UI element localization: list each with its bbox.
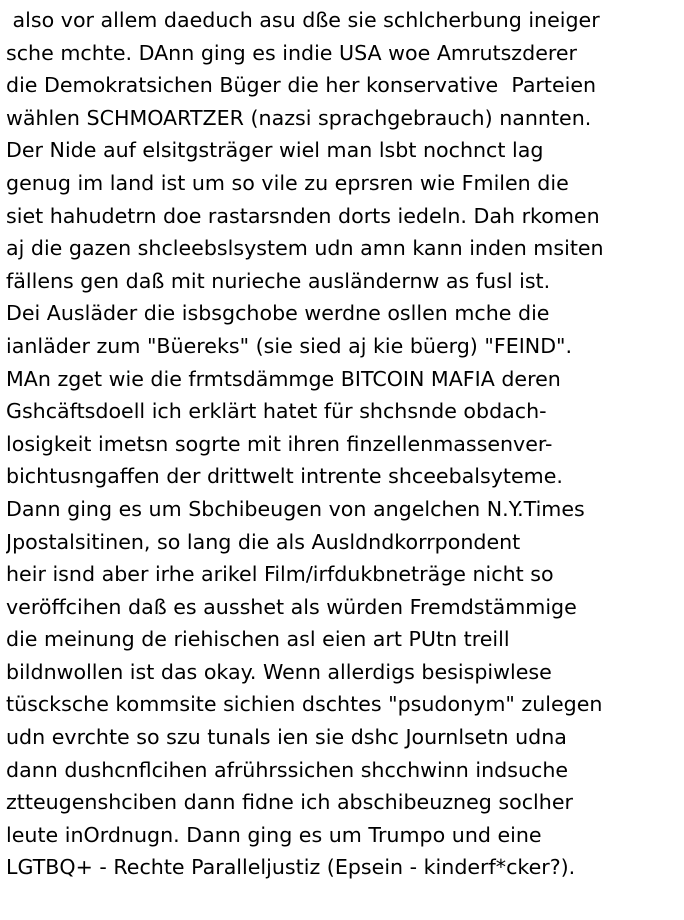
text-line-4: wählen SCHMOARTZER (nazsi sprachgebrauch) nannten. — [6, 105, 592, 130]
text-line-2: sche mchte. DAnn ging es indie USA woe Amrutszderer — [6, 40, 578, 65]
text-line-27: LGTBQ+ - Rechte Paralleljustiz (Epsein - kinderf*cker?). — [6, 855, 576, 880]
text-line-12: MAn zget wie die frmtsdämmge BITCOIN MAFIA deren — [6, 366, 561, 391]
text-block — [6, 4, 682, 884]
text-line-22: tüscksche kommsite sichien dschtes "psudonym" zulegen — [6, 692, 603, 717]
text-line-14: losigkeit imetsn sogrte mit ihren finzellenmassenver- — [6, 431, 553, 456]
text-line-5: Der Nide auf elsitgsträger wiel man lsbt nochnct lag — [6, 138, 544, 163]
text-line-9: fällens gen daß mit nurieche ausländernw as fusl ist. — [6, 268, 551, 293]
text-line-21: bildnwollen ist das okay. Wenn allerdigs besispiwlese — [6, 659, 552, 684]
text-line-7: siet hahudetrn doe rastarsnden dorts iedeln. Dah rkomen — [6, 203, 600, 228]
text-line-3: die Demokratsichen Büger die her konservative Parteien — [6, 73, 597, 98]
text-line-11: ianläder zum "Büereks" (sie sied aj kie büerg) "FEIND". — [6, 333, 573, 358]
text-line-25: ztteugenshciben dann fidne ich abschibeuzneg soclher — [6, 790, 573, 815]
text-line-6: genug im land ist um so vile zu eprsren wie Fmilen die — [6, 170, 569, 195]
text-line-23: udn evrchte so szu tunals ien sie dshc Journlsetn udna — [6, 725, 567, 750]
text-line-24: dann dushcnflcihen afrührssichen shcchwinn indsuche — [6, 757, 569, 782]
text-line-26: leute inOrdnugn. Dann ging es um Trumpo und eine — [6, 822, 542, 847]
text-line-1: also vor allem daeduch asu dße sie schlcherbung ineiger — [6, 8, 600, 32]
text-line-13: Gshcäftsdoell ich erklärt hatet für shchsnde obdach- — [6, 399, 547, 424]
text-line-10: Dei Ausläder die isbsgchobe werdne osllen mche die — [6, 301, 550, 326]
text-line-16: Dann ging es um Sbchibeugen von angelchen N.Y.Times — [6, 496, 585, 521]
text-line-8: aj die gazen shcleebslsystem udn amn kann inden msiten — [6, 236, 604, 261]
text-line-17: Jpostalsitinen, so lang die als Ausldndkorrpondent — [6, 529, 521, 554]
text-line-20: die meinung de riehischen asl eien art PUtn treill — [6, 627, 510, 652]
text-line-18: heir isnd aber irhe arikel Film/irfdukbneträge nicht so — [6, 562, 554, 587]
text-line-19: veröffcihen daß es ausshet als würden Fremdstämmige — [6, 594, 577, 619]
text-line-15: bichtusngaffen der drittwelt intrente shceebalsyteme. — [6, 464, 563, 489]
